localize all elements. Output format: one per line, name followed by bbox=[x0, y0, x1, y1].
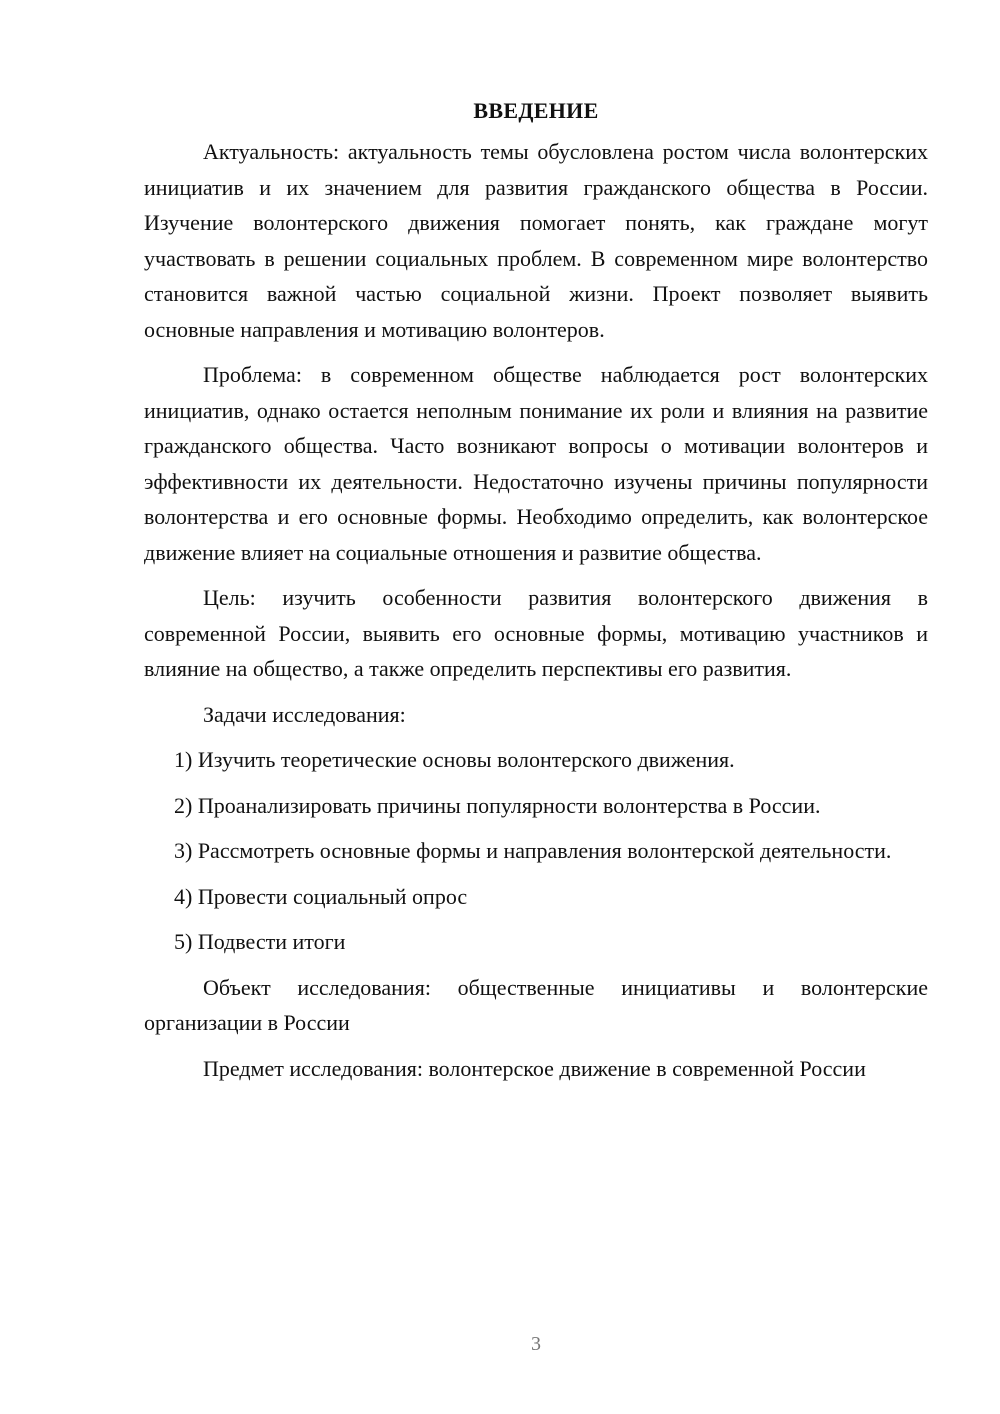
tasks-heading: Задачи исследования: bbox=[203, 701, 406, 727]
task-item-5: 5) Подвести итоги bbox=[174, 929, 346, 954]
problem-paragraph: Проблема: в современном обществе наблюдается рост волонтерских инициатив, однако остается неполным понимание их роли и влияния на развитие гражданского общества. Часто возникают вопросы о мотивации волонтеров и эффективности их деятельности. Недостаточно изучены причины популярности волонтерства и его основные формы. Необходимо определить, как волонтерское движение влияет на социальные отношения и развитие общества. bbox=[144, 362, 928, 565]
task-item-1: 1) Изучить теоретические основы волонтерского движения. bbox=[174, 747, 735, 772]
relevance-paragraph: Актуальность: актуальность темы обусловлена ростом числа волонтерских инициатив и их значением для развития гражданского общества в России. Изучение волонтерского движения помогает понять, как граждане могут участвовать в решении социальных проблем. В современном мире волонтерство становится важной частью социальной жизни. Проект позволяет выявить основные направления и мотивацию волонтеров. bbox=[144, 139, 928, 342]
section-title: ВВЕДЕНИЕ bbox=[473, 98, 599, 123]
page-number: 3 bbox=[531, 1333, 541, 1355]
research-object-paragraph: Объект исследования: общественные инициативы и волонтерские организации в России bbox=[144, 974, 928, 1035]
task-item-4: 4) Провести социальный опрос bbox=[174, 883, 468, 909]
research-subject-paragraph: Предмет исследования: волонтерское движение в современной России bbox=[203, 1055, 866, 1081]
goal-paragraph: Цель: изучить особенности развития волонтерского движения в современной России, выявить его основные формы, мотивацию участников и влияние на общество, а также определить перспективы его развития. bbox=[144, 585, 928, 681]
page-body bbox=[144, 94, 928, 1096]
task-item-2: 2) Проанализировать причины популярности волонтерства в России. bbox=[174, 792, 821, 818]
task-item-3: 3) Рассмотреть основные формы и направления волонтерской деятельности. bbox=[174, 838, 892, 863]
